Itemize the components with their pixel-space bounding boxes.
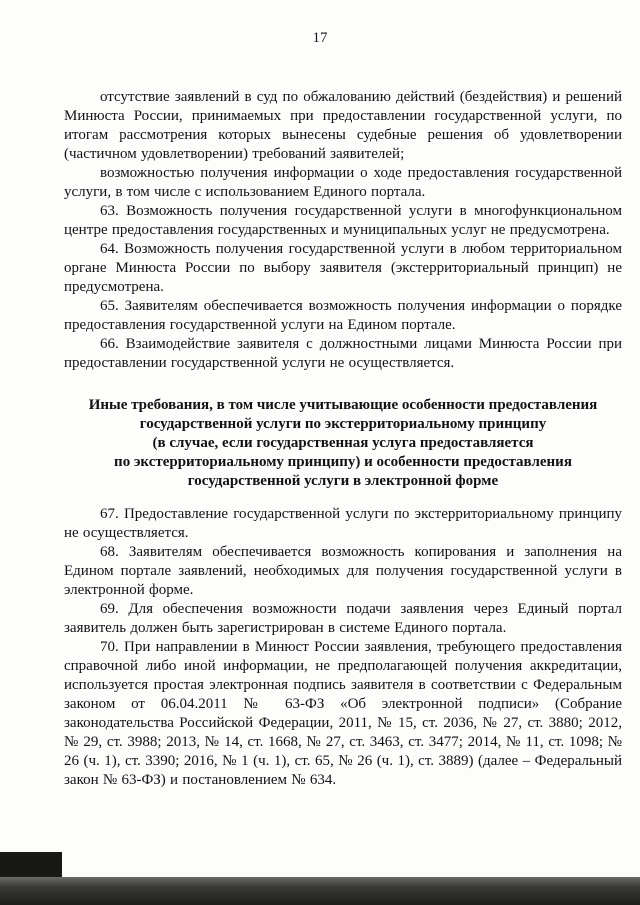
- paragraph: 65. Заявителям обеспечивается возможность получения информации о порядке предоставления государственной услуги на Едином портале.: [64, 298, 622, 333]
- scan-artifact-corner: [0, 852, 62, 878]
- scan-artifact-footer: [0, 877, 640, 905]
- heading-line: по экстерриториальному принципу) и особенности предоставления: [114, 454, 572, 470]
- paragraph: 67. Предоставление государственной услуги по экстерриториальному принципу не осуществляется.: [64, 506, 622, 541]
- paragraph: 70. При направлении в Минюст России заявления, требующего предоставления справочной либо иной информации, не предполагающей получения аккредитации, используется простая электронная подпись заявителя в соответствии с Федеральным законом от 06.04.2011 № 63-ФЗ «Об электронной подписи» (Собрание законодательства Российской Федерации, 2011, № 15, ст. 2036, № 27, ст. 3880; 2012, № 29, ст. 3988; 2013, № 14, ст. 1668, № 27, ст. 3463, ст. 3477; 2014, № 11, ст. 1098; № 26 (ч. 1), ст. 3390; 2016, № 1 (ч. 1), ст. 65, № 26 (ч. 1), ст. 3889) (далее – Федеральный закон № 63-ФЗ) и постановлением № 634.: [64, 639, 622, 788]
- paragraph: 69. Для обеспечения возможности подачи заявления через Единый портал заявитель должен быть зарегистрирован в системе Единого портала.: [64, 601, 622, 636]
- document-text: [64, 88, 622, 790]
- heading-line: (в случае, если государственная услуга предоставляется: [152, 435, 534, 451]
- paragraph: 66. Взаимодействие заявителя с должностными лицами Минюста России при предоставлении государственной услуги не осуществляется.: [64, 336, 622, 371]
- page-number: 17: [312, 30, 328, 46]
- section-heading: [64, 396, 622, 491]
- heading-line: Иные требования, в том числе учитывающие особенности предоставления: [88, 397, 598, 413]
- paragraph: 64. Возможность получения государственной услуги в любом территориальном органе Минюста России по выбору заявителя (экстерриториальный принцип) не предусмотрена.: [64, 241, 622, 295]
- heading-line: государственной услуги в электронной форме: [187, 473, 499, 489]
- paragraph: 68. Заявителям обеспечивается возможность копирования и заполнения на Едином портале заявлений, необходимых для получения государственной услуги в электронной форме.: [64, 544, 622, 598]
- paragraph: отсутствие заявлений в суд по обжалованию действий (бездействия) и решений Минюста России, принимаемых при предоставлении государственной услуги, по итогам рассмотрения которых вынесены судебные решения об удовлетворении (частичном удовлетворении) требований заявителей;: [64, 89, 622, 162]
- paragraph: возможностью получения информации о ходе предоставления государственной услуги, в том числе с использованием Единого портала.: [64, 165, 622, 200]
- paragraph: 63. Возможность получения государственной услуги в многофункциональном центре предоставления государственных и муниципальных услуг не предусмотрена.: [64, 203, 622, 238]
- heading-line: государственной услуги по экстерриториальному принципу: [139, 416, 547, 432]
